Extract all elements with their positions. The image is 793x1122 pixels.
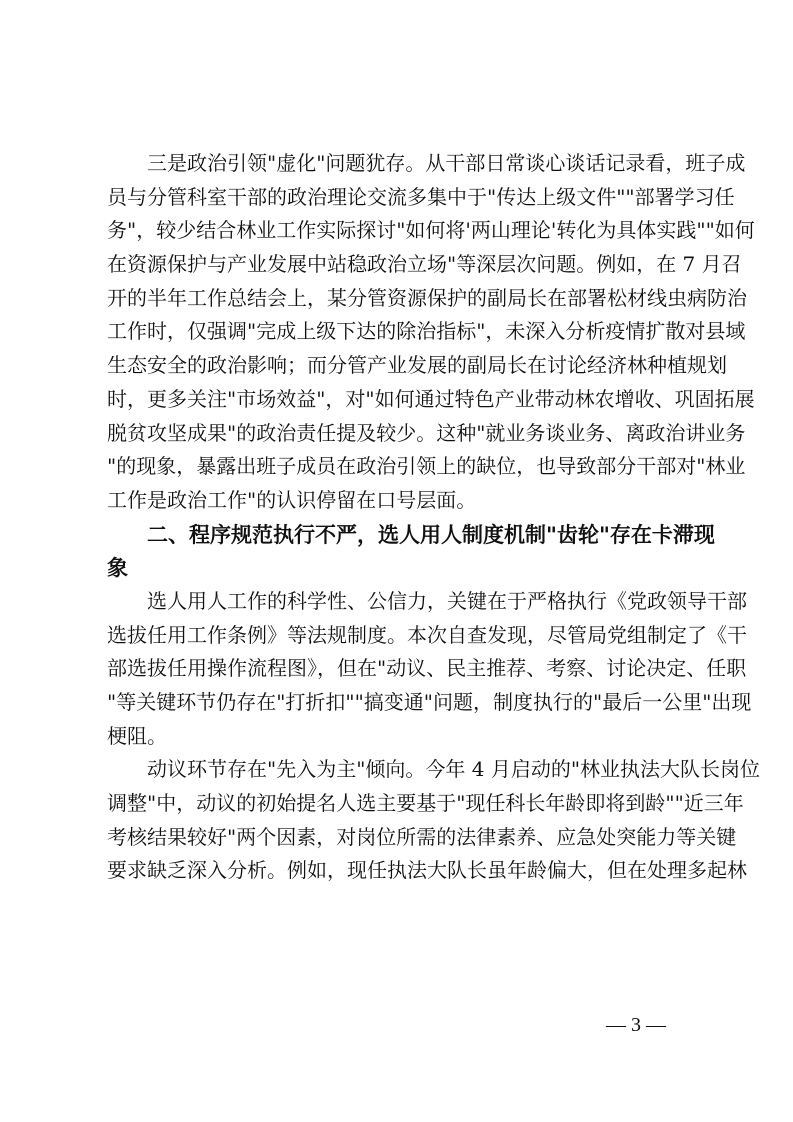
- text-line: 开的半年工作总结会上，某分管资源保护的副局长在部署松材线虫病防治: [107, 285, 747, 310]
- text-line: 脱贫攻坚成果"的政治责任提及较少。这种"就业务谈业务、离政治讲业务: [107, 420, 746, 445]
- text-line: 生态安全的政治影响；而分管产业发展的副局长在讨论经济林种植规划: [107, 353, 727, 378]
- text-line: 选拔任用工作条例》等法规制度。本次自查发现，尽管局党组制定了《干: [107, 622, 747, 647]
- text-line: 工作是政治工作"的认识停留在口号层面。: [107, 487, 477, 512]
- text-line: 选人用人工作的科学性、公信力，关键在于严格执行《党政领导干部: [147, 588, 747, 613]
- text-line: 员与分管科室干部的政治理论交流多集中于"传达上级文件""部署学习任: [107, 184, 735, 209]
- text-line: 二、程序规范执行不严，选人用人制度机制"齿轮"存在卡滞现: [147, 521, 715, 547]
- text-line: 时，更多关注"市场效益"，对"如何通过特色产业带动林农增收、巩固拓展: [107, 386, 755, 411]
- section-heading: [107, 518, 715, 585]
- text-line: 动议环节存在"先入为主"倾向。今年 4 月启动的"林业执法大队长岗位: [147, 757, 761, 782]
- text-line: 部选拔任用操作流程图》，但在"动议、民主推荐、考察、讨论决定、任职: [107, 656, 747, 681]
- text-line: 在资源保护与产业发展中站稳政治立场"等深层次问题。例如，在 7 月召: [107, 252, 742, 277]
- paragraph: [107, 753, 761, 888]
- text-line: 考核结果较好"两个因素，对岗位所需的法律素养、应急处突能力等关键: [107, 824, 737, 849]
- text-line: "的现象，暴露出班子成员在政治引领上的缺位，也导致部分干部对"林业: [107, 454, 746, 479]
- text-line: 三是政治引领"虚化"问题犹存。从干部日常谈心谈话记录看，班子成: [147, 151, 746, 175]
- text-line: 调整"中，动议的初始提名人选主要基于"现任科长年龄即将到龄""近三年: [107, 791, 744, 816]
- text-line: 梗阻。: [107, 723, 167, 748]
- text-line: "等关键环节仍存在"打折扣""搞变通"问题，制度执行的"最后一公里"出现: [107, 690, 752, 714]
- text-line: 象: [107, 555, 128, 581]
- text-line: 务"，较少结合林业工作实际探讨"如何将'两山理论'转化为具体实践""如何: [107, 218, 755, 243]
- document-body: [107, 147, 761, 888]
- paragraph: [107, 585, 752, 753]
- page-number: — 3 —: [606, 1014, 666, 1036]
- text-line: 要求缺乏深入分析。例如，现任执法大队长虽年龄偏大，但在处理多起林: [107, 858, 747, 883]
- paragraph: [107, 147, 755, 518]
- text-line: 工作时，仅强调"完成上级下达的除治指标"，未深入分析疫情扩散对县域: [107, 319, 746, 344]
